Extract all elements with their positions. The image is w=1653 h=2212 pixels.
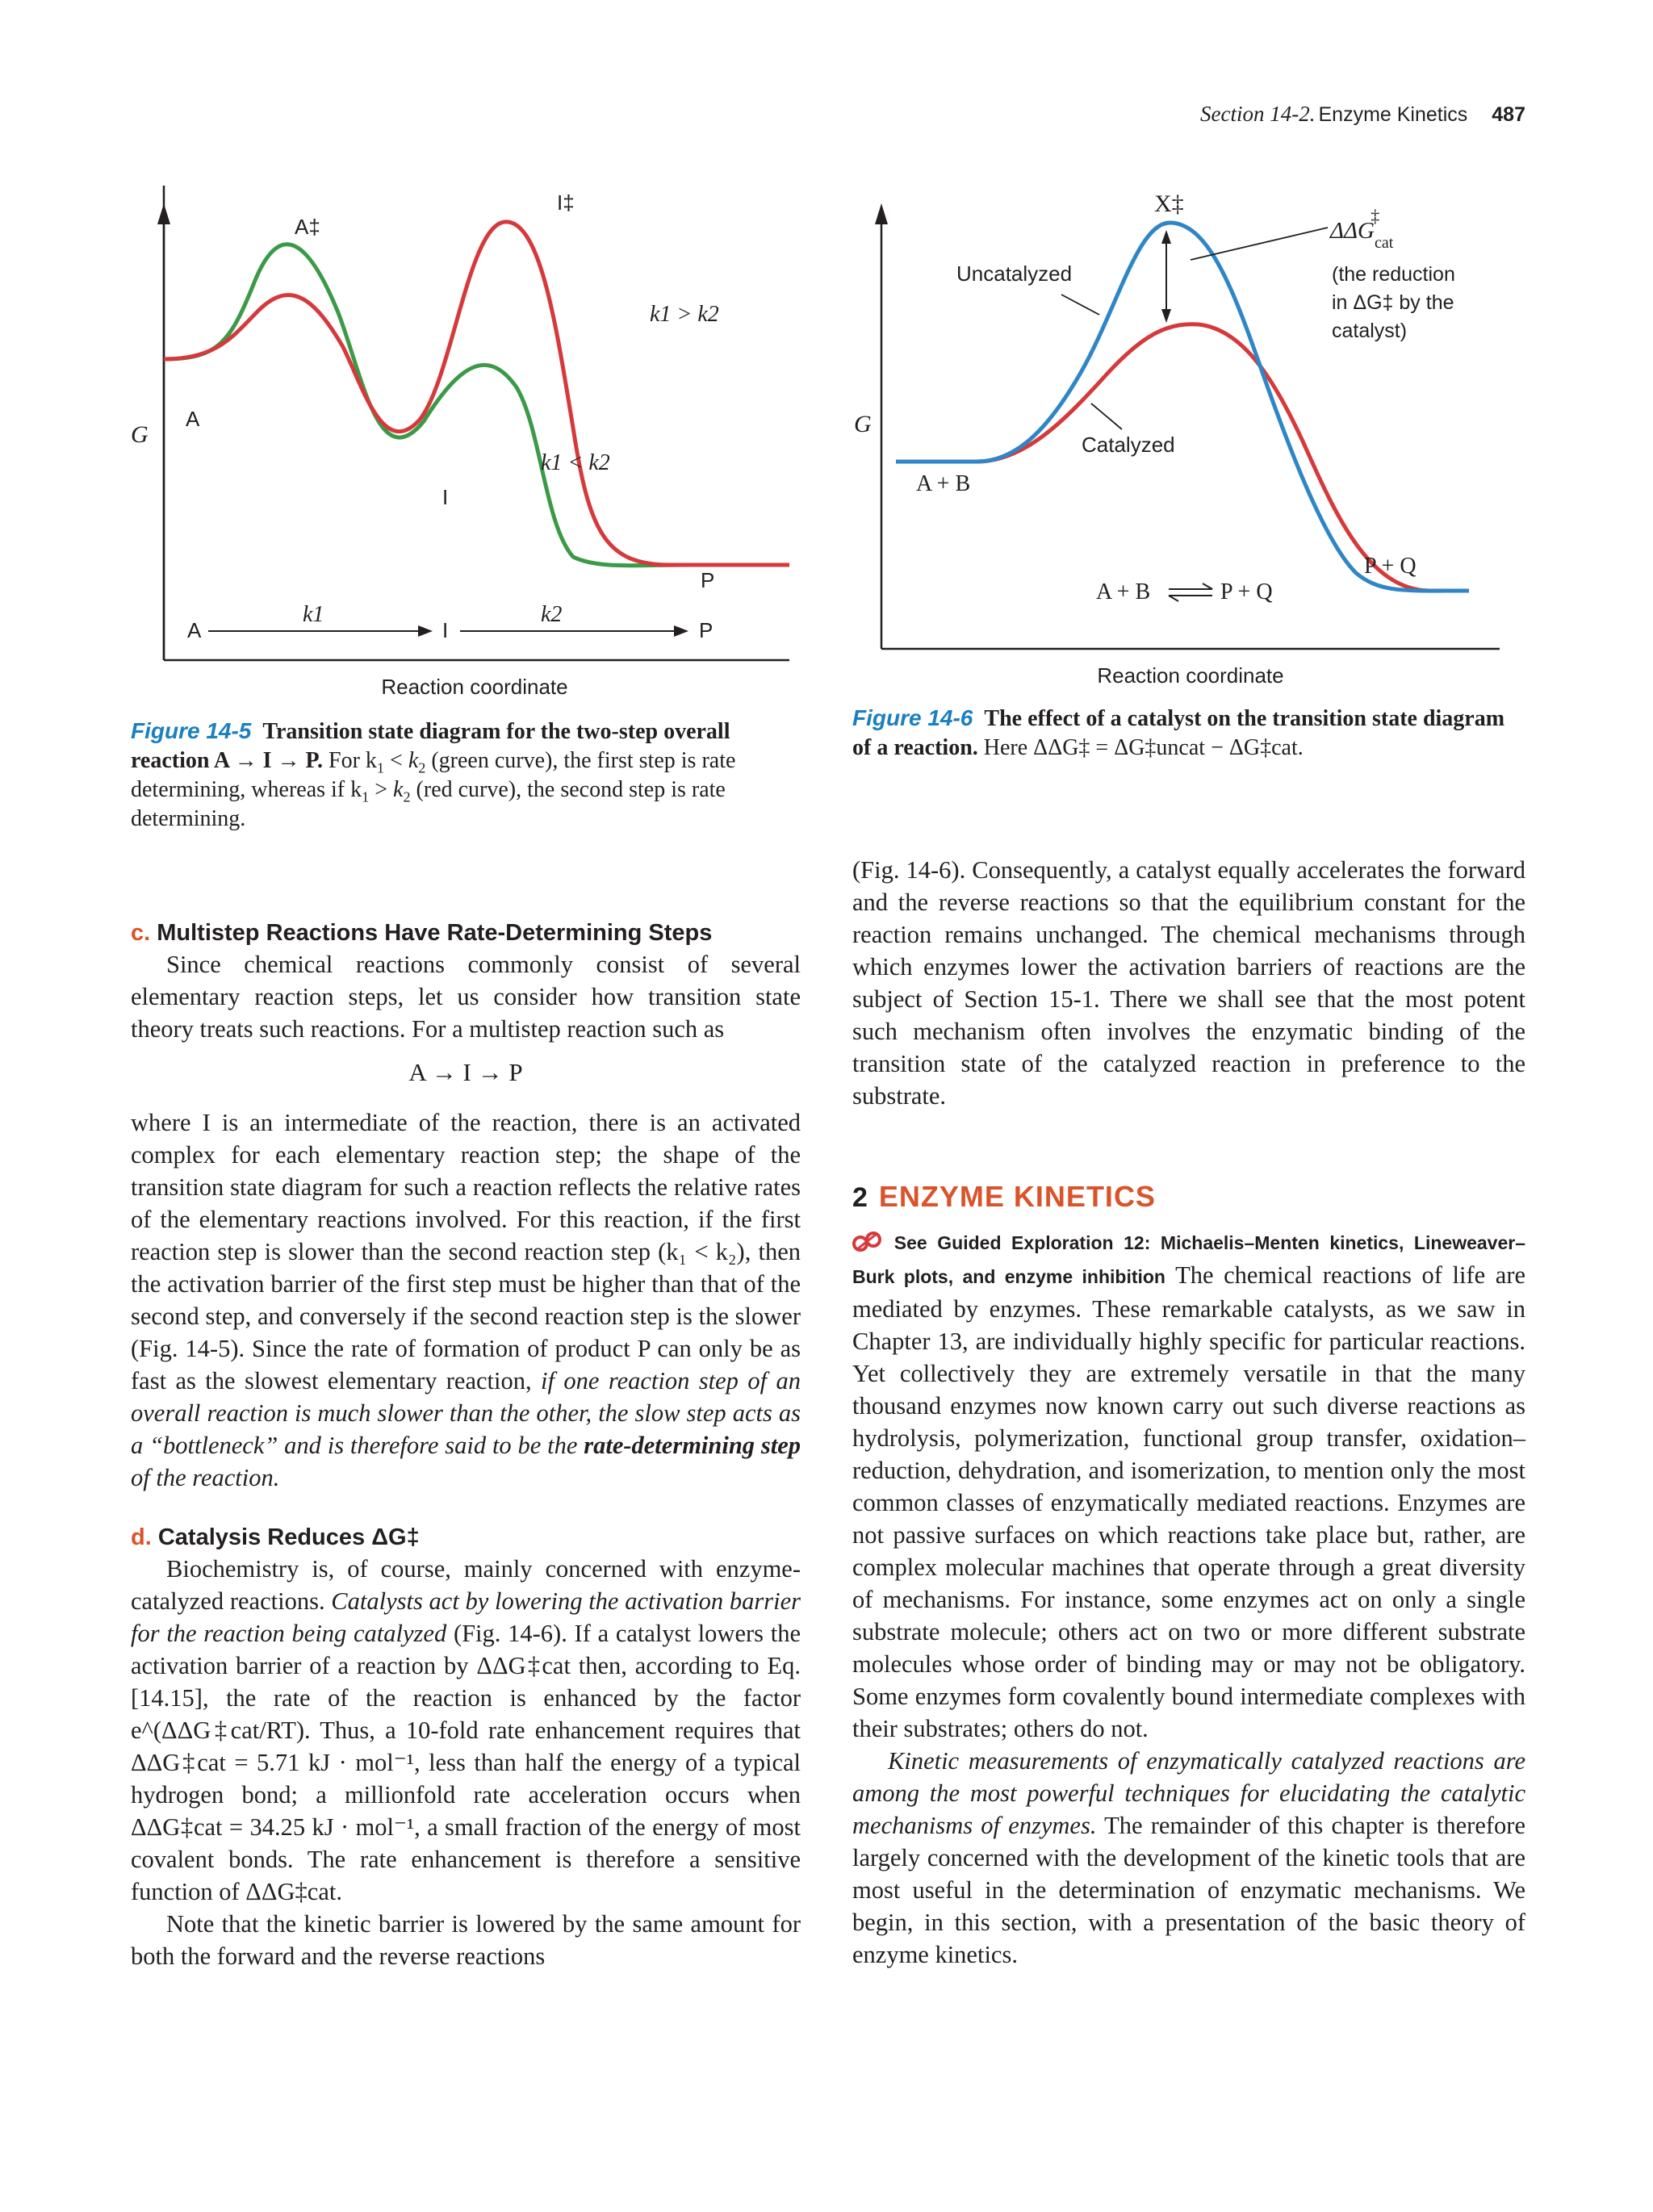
fig5-scheme-k2: k2: [541, 602, 563, 627]
fig6-equilibrium-arrows: [1169, 583, 1212, 601]
multistep-scheme: [131, 1056, 801, 1089]
fig5-scheme-arrow-2: [674, 625, 688, 637]
fig6-ddg-label: [1329, 206, 1455, 342]
section-d-heading: [131, 1524, 801, 1551]
fig5-peak-a-label: A‡: [295, 215, 320, 239]
section-d-para2: Note that the kinetic barrier is lowered by the same amount for both the forward and the reverse reactions: [131, 1910, 801, 1970]
fig5-k1-gt-k2: k1 > k2: [650, 302, 719, 327]
figure-14-6: [839, 186, 1550, 694]
section-d-para1: Biochemistry is, of course, mainly concerned with enzyme-catalyzed reactions. Catalysts act by lowering the activation barrier for the reaction being catalyzed (Fig. 14-6). If a catalyst lowers the activation barrier of a reaction by ΔΔG‡cat then, according to Eq. [14.15], the rate of the reaction is enhanced by the factor e^(ΔΔG‡cat/RT). Thus, a 10-fold rate enhancement requires that ΔΔG‡cat = 5.71 kJ · mol⁻¹, less than half the energy of a typical hydrogen bond; a millionfold rate acceleration occurs when ΔΔG‡cat = 34.25 kJ · mol⁻¹, a small fraction of the energy of most covalent bonds. The rate enhancement is therefore a sensitive function of ΔΔG‡cat.: [131, 1555, 801, 1905]
caption6-text: Here ΔΔG‡ = ΔG‡uncat − ΔG‡cat.: [983, 735, 1304, 760]
section-2-number: 2: [852, 1182, 868, 1213]
caption-figure-14-6: [852, 704, 1525, 763]
fig6-y-label: G: [854, 411, 872, 437]
caption6-label: Figure 14-6: [852, 705, 973, 730]
fig5-peak-i-label: I‡: [557, 190, 575, 215]
fig6-ddg-arrow-down: [1161, 309, 1171, 323]
fig5-x-label: Reaction coordinate: [381, 675, 568, 699]
caption5-text-a: For k: [329, 748, 377, 773]
guided-exploration-icon: [852, 1228, 883, 1249]
fig5-label-p: P: [701, 568, 715, 592]
right-column: [852, 854, 1525, 1971]
header-section-ref: Section 14-2.: [1200, 102, 1316, 126]
fig5-scheme-a: A: [187, 618, 202, 642]
caption5-label: Figure 14-5: [131, 718, 252, 743]
caption6-title: The effect of a catalyst on the transition state diagram of a reaction.: [852, 706, 1505, 760]
scheme-text: A → I → P: [408, 1058, 523, 1086]
section-c-para1: Since chemical reactions commonly consist of several elementary reaction steps, let us consider how transition state theory treats such reactions. For a multistep reaction such as: [131, 951, 801, 1043]
fig6-y-arrow: [875, 203, 888, 224]
caption5-text-c: (red curve), the second step is rate determining.: [131, 777, 726, 831]
section-c-label: c.: [131, 920, 151, 946]
fig5-scheme-i: I: [442, 618, 449, 642]
fig6-equation-left: A + B: [1096, 579, 1151, 604]
section-c-heading: [131, 920, 801, 947]
caption5-title: Transition state diagram for the two-step overall reaction A → I → P.: [131, 719, 730, 773]
section-2-heading: [852, 1180, 1525, 1214]
fig6-catalyzed-label: Catalyzed: [1082, 433, 1175, 457]
section-d-label: d.: [131, 1524, 152, 1550]
fig6-x-label: Reaction coordinate: [1097, 663, 1284, 688]
figure-14-5: [121, 186, 807, 710]
fig6-peak-label: X‡: [1154, 190, 1184, 217]
fig6-equation-right: P + Q: [1220, 579, 1273, 604]
fig6-ddg-arrow-up: [1161, 230, 1171, 244]
fig5-green-curve: [164, 245, 686, 566]
fig5-label-a: A: [186, 407, 200, 431]
section-2-title: ENZYME KINETICS: [878, 1180, 1156, 1213]
fig6-products-label: P + Q: [1364, 554, 1417, 579]
fig5-k1-lt-k2: k1 < k2: [541, 450, 610, 475]
header-section-title: Enzyme Kinetics: [1318, 103, 1468, 126]
fig5-label-i: I: [442, 485, 449, 509]
fig5-scheme-arrow-1: [418, 625, 433, 637]
fig5-y-label: G: [131, 421, 149, 448]
section-2-para2: Kinetic measurements of enzymatically catalyzed reactions are among the most powerful techniques for elucidating the catalytic mechanisms of enzymes. The remainder of this chapter is therefore largely concerned with the development of the kinetic tools that are most useful in the determination of enzymatic mechanisms. We begin, in this section, with a presentation of the basic theory of enzyme kinetics.: [852, 1747, 1525, 1968]
fig6-reactants-label: A + B: [916, 471, 971, 496]
left-column: [131, 920, 801, 1972]
svg-text:catalyst): catalyst): [1332, 320, 1408, 342]
section-c-title: Multistep Reactions Have Rate-Determining Steps: [157, 920, 713, 946]
svg-text:ΔΔGcat‡: $\Delta\Delta G_{cat}\ddagger$: [1330, 206, 1394, 252]
right-continuation-para: (Fig. 14-6). Consequently, a catalyst equally accelerates the forward and the reverse reactions so that the equilibrium constant for the reaction remains unchanged. The chemical mechanisms through which enzymes lower the activation barriers of reactions are the subject of Section 15-1. There we shall see that the most potent such mechanism often involves the enzymatic binding of the transition state of the catalyzed reaction in preference to the substrate.: [852, 856, 1525, 1110]
guided-exploration-link[interactable]: See Guided Exploration 12: Michaelis–Menten kinetics, Lineweaver–Burk plots, and enzyme inhibition: [852, 1232, 1525, 1287]
section-2-para1: See Guided Exploration 12: Michaelis–Menten kinetics, Lineweaver–Burk plots, and enzyme inhibition The chemical reactions of life are mediated by enzymes. These remarkable catalysts, as we saw in Chapter 13, are individually highly specific for particular reactions. Yet collectively they are extremely versatile in that the many thousand enzymes now known carry out such diverse reactions as hydrolysis, polymerization, functional group transfer, oxidation–reduction, dehydration, and isomerization, to mention only the most common classes of enzymatically mediated reactions. Enzymes are not passive surfaces on which reactions take place but, rather, are complex molecular machines that operate through a great diversity of mechanisms. For instance, some enzymes act on only a single substrate molecule; others act on two or more different substrate molecules whose order of binding may or may not be obligatory. Some enzymes form covalently bound intermediate complexes with their substrates; others do not.: [852, 1225, 1525, 1745]
svg-text:(the reduction: (the reduction: [1332, 263, 1455, 286]
fig6-uncatalyzed-label: Uncatalyzed: [956, 261, 1073, 286]
fig5-scheme-k1: k1: [303, 602, 324, 627]
section-d-title: Catalysis Reduces ΔG‡: [157, 1524, 420, 1550]
section-c-para2: where I is an intermediate of the reaction, there is an activated complex for each elementary reaction step; the shape of the transition state diagram for such a reaction reflects the relative rates of the elementary reactions involved. For this reaction, if the first reaction step is slower than the second reaction step (k₁ < k₂), then the activation barrier of the first step must be higher than that of the second step, and conversely if the second reaction step is the slower (Fig. 14-5). Since the rate of formation of product P can only be as fast as the slowest elementary reaction, if one reaction step of an overall reaction is much slower than the other, the slow step acts as a “bottleneck” and is therefore said to be the rate-determining step of the reaction.: [131, 1109, 801, 1491]
svg-text:in ΔG‡ by the: in ΔG‡ by the: [1332, 291, 1454, 314]
page-number: 487: [1492, 103, 1525, 126]
fig5-scheme-p: P: [699, 618, 714, 642]
fig5-y-arrow: [157, 203, 170, 224]
caption5-text-b: (green curve), the first step is rate determining, whereas if k: [131, 748, 736, 802]
running-header: [1146, 102, 1525, 127]
caption-figure-14-5: Figure 14-5 Transition state diagram for the two-step overall reaction A → I → P. For $k_1 < k_2$ (green curve), the first step is rate determining, whereas if $k_1 > k_2$ (red curve), the second step is rate determining.: [131, 718, 736, 831]
fig6-red-curve: [896, 324, 1469, 591]
